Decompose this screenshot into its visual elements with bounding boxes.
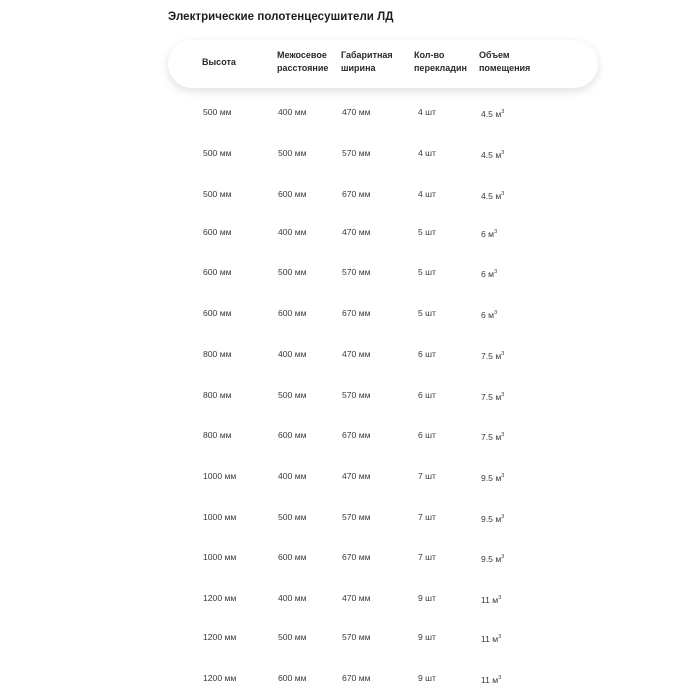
cell-volume	[481, 106, 504, 120]
cell-height: 1000 мм	[203, 512, 237, 522]
cell-height: 1000 мм	[203, 552, 237, 562]
cell-height: 800 мм	[203, 430, 232, 440]
cell-height: 1000 мм	[203, 471, 237, 481]
cell-volume-value: 9.5 м	[481, 514, 502, 524]
volume-exponent: 3	[501, 351, 505, 357]
volume-exponent: 3	[498, 595, 502, 601]
cell-spacing: 600 мм	[278, 673, 307, 683]
cell-bars: 9 шт	[418, 593, 436, 603]
cell-volume-value: 6 м	[481, 269, 495, 279]
cell-volume-value: 6 м	[481, 229, 495, 239]
volume-exponent: 3	[501, 432, 505, 438]
cell-bars: 9 шт	[418, 632, 436, 642]
table-row	[0, 188, 700, 204]
cell-volume	[481, 470, 504, 484]
volume-exponent: 3	[494, 310, 498, 316]
cell-volume-value: 9.5 м	[481, 554, 502, 564]
volume-exponent: 3	[498, 634, 502, 640]
cell-bars: 5 шт	[418, 267, 436, 277]
column-header-volume	[479, 49, 530, 75]
column-header-height	[202, 56, 236, 69]
volume-exponent: 3	[501, 554, 505, 560]
cell-spacing: 500 мм	[278, 512, 307, 522]
column-header-height-label: Высота	[202, 57, 236, 67]
cell-volume	[481, 226, 497, 240]
cell-bars: 7 шт	[418, 471, 436, 481]
column-header-spacing-line2: расстояние	[277, 63, 329, 73]
cell-width: 570 мм	[342, 632, 371, 642]
cell-height: 500 мм	[203, 107, 232, 117]
cell-spacing: 400 мм	[278, 593, 307, 603]
cell-volume	[481, 672, 501, 686]
cell-bars: 7 шт	[418, 512, 436, 522]
cell-bars: 9 шт	[418, 673, 436, 683]
cell-volume	[481, 307, 497, 321]
cell-height: 1200 мм	[203, 593, 237, 603]
cell-bars: 7 шт	[418, 552, 436, 562]
cell-volume	[481, 188, 504, 202]
cell-bars: 5 шт	[418, 227, 436, 237]
cell-height: 800 мм	[203, 349, 232, 359]
cell-width: 570 мм	[342, 512, 371, 522]
column-header-volume-line2: помещения	[479, 63, 531, 73]
cell-volume	[481, 348, 504, 362]
cell-spacing: 400 мм	[278, 107, 307, 117]
table-row	[0, 106, 700, 122]
cell-height: 600 мм	[203, 267, 232, 277]
cell-height: 600 мм	[203, 308, 232, 318]
column-header-width-line1: Габаритная	[341, 50, 393, 60]
cell-volume	[481, 551, 504, 565]
volume-exponent: 3	[501, 150, 505, 156]
table-row	[0, 631, 700, 647]
cell-spacing: 500 мм	[278, 632, 307, 642]
cell-width: 570 мм	[342, 390, 371, 400]
cell-height: 500 мм	[203, 189, 232, 199]
volume-exponent: 3	[494, 269, 498, 275]
cell-volume	[481, 592, 501, 606]
cell-volume	[481, 389, 504, 403]
table-row	[0, 429, 700, 445]
table-row	[0, 147, 700, 163]
cell-bars: 6 шт	[418, 390, 436, 400]
table-row	[0, 592, 700, 608]
cell-width: 670 мм	[342, 189, 371, 199]
cell-volume	[481, 266, 497, 280]
cell-spacing: 400 мм	[278, 227, 307, 237]
cell-volume	[481, 429, 504, 443]
cell-bars: 6 шт	[418, 430, 436, 440]
volume-exponent: 3	[501, 191, 505, 197]
table-row	[0, 470, 700, 486]
cell-spacing: 600 мм	[278, 430, 307, 440]
table-row	[0, 348, 700, 364]
cell-bars: 5 шт	[418, 308, 436, 318]
cell-bars: 4 шт	[418, 189, 436, 199]
cell-spacing: 500 мм	[278, 390, 307, 400]
cell-volume	[481, 147, 504, 161]
cell-volume-value: 4.5 м	[481, 109, 502, 119]
table-row	[0, 511, 700, 527]
cell-volume-value: 7.5 м	[481, 432, 502, 442]
volume-exponent: 3	[494, 229, 498, 235]
table-row	[0, 226, 700, 242]
cell-width: 470 мм	[342, 471, 371, 481]
cell-volume	[481, 631, 501, 645]
cell-bars: 6 шт	[418, 349, 436, 359]
table-header	[168, 40, 598, 88]
column-header-bars-line2: перекладин	[414, 63, 467, 73]
cell-width: 570 мм	[342, 148, 371, 158]
column-header-spacing-line1: Межосевое	[277, 50, 327, 60]
cell-spacing: 500 мм	[278, 148, 307, 158]
column-header-bars-line1: Кол-во	[414, 50, 445, 60]
cell-volume	[481, 511, 504, 525]
cell-width: 670 мм	[342, 552, 371, 562]
volume-exponent: 3	[501, 392, 505, 398]
page-title: Электрические полотенцесушители ЛД	[168, 11, 394, 23]
column-header-width-line2: ширина	[341, 63, 376, 73]
cell-volume-value: 11 м	[481, 595, 499, 605]
column-header-width	[341, 49, 393, 75]
cell-height: 600 мм	[203, 227, 232, 237]
cell-height: 500 мм	[203, 148, 232, 158]
cell-volume-value: 4.5 м	[481, 150, 502, 160]
column-header-bars	[414, 49, 467, 75]
cell-volume-value: 11 м	[481, 634, 499, 644]
cell-volume-value: 7.5 м	[481, 392, 502, 402]
table-row	[0, 551, 700, 567]
cell-volume-value: 4.5 м	[481, 191, 502, 201]
column-header-spacing	[277, 49, 328, 75]
cell-width: 470 мм	[342, 227, 371, 237]
volume-exponent: 3	[498, 675, 502, 681]
cell-height: 1200 мм	[203, 632, 237, 642]
table-row	[0, 389, 700, 405]
cell-height: 800 мм	[203, 390, 232, 400]
cell-spacing: 500 мм	[278, 267, 307, 277]
cell-bars: 4 шт	[418, 148, 436, 158]
cell-volume-value: 11 м	[481, 675, 499, 685]
column-header-volume-line1: Объем	[479, 50, 510, 60]
cell-width: 670 мм	[342, 673, 371, 683]
cell-spacing: 400 мм	[278, 471, 307, 481]
volume-exponent: 3	[501, 514, 505, 520]
cell-width: 470 мм	[342, 349, 371, 359]
table-row	[0, 307, 700, 323]
cell-width: 670 мм	[342, 430, 371, 440]
cell-volume-value: 6 м	[481, 310, 495, 320]
cell-spacing: 600 мм	[278, 552, 307, 562]
cell-volume-value: 9.5 м	[481, 473, 502, 483]
cell-bars: 4 шт	[418, 107, 436, 117]
cell-spacing: 400 мм	[278, 349, 307, 359]
cell-spacing: 600 мм	[278, 189, 307, 199]
volume-exponent: 3	[501, 473, 505, 479]
cell-width: 470 мм	[342, 107, 371, 117]
table-row	[0, 672, 700, 688]
table-row	[0, 266, 700, 282]
cell-width: 470 мм	[342, 593, 371, 603]
cell-spacing: 600 мм	[278, 308, 307, 318]
cell-width: 570 мм	[342, 267, 371, 277]
cell-width: 670 мм	[342, 308, 371, 318]
cell-volume-value: 7.5 м	[481, 351, 502, 361]
cell-height: 1200 мм	[203, 673, 237, 683]
volume-exponent: 3	[501, 109, 505, 115]
